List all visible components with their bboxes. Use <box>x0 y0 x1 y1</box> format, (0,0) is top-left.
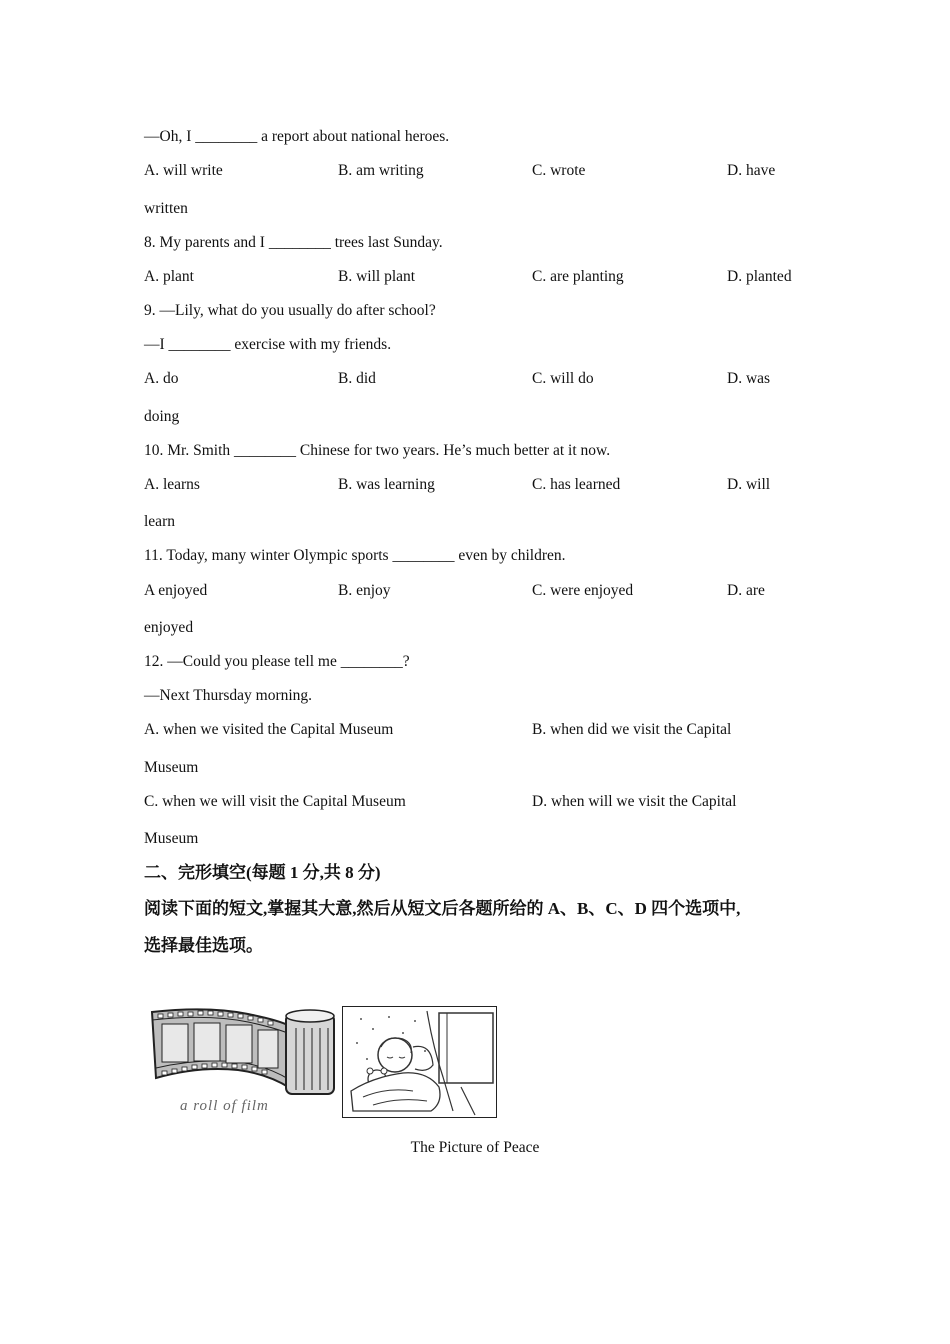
sleeping-child-icon <box>343 1007 496 1117</box>
q11-option-a: A enjoyed <box>144 582 208 599</box>
q8-stem: 8. My parents and I ________ trees last Sunday. <box>144 234 443 251</box>
q8-option-a: A. plant <box>144 268 194 285</box>
q10-stem: 10. Mr. Smith ________ Chinese for two years. He’s much better at it now. <box>144 442 611 459</box>
q9-option-c: C. will do <box>532 370 594 387</box>
q9-option-d-continued: doing <box>144 408 180 425</box>
q9-answer-line: —I ________ exercise with my friends. <box>144 336 392 353</box>
q7-option-a: A. will write <box>144 162 223 179</box>
q12-stem: 12. —Could you please tell me ________? <box>144 653 410 670</box>
q12-answer-line: —Next Thursday morning. <box>144 687 313 704</box>
q8-option-b: B. will plant <box>338 268 416 285</box>
q11-option-c: C. were enjoyed <box>532 582 634 599</box>
q8-option-c: C. are planting <box>532 268 624 285</box>
q7-option-d-continued: written <box>144 200 188 217</box>
q7-option-d: D. have <box>727 162 776 179</box>
q11-option-b: B. enjoy <box>338 582 391 599</box>
q12-option-d: D. when will we visit the Capital <box>532 793 737 810</box>
q12-option-d-continued: Museum <box>144 830 199 847</box>
q10-option-d-continued: learn <box>144 513 175 530</box>
q9-option-d: D. was <box>727 370 771 387</box>
q7-option-c: C. wrote <box>532 162 586 179</box>
q11-option-d: D. are <box>727 582 765 599</box>
q12-option-a: A. when we visited the Capital Museum <box>144 721 394 738</box>
q7-option-b: B. am writing <box>338 162 424 179</box>
q7-answer-line: —Oh, I ________ a report about national heroes. <box>144 128 450 145</box>
q10-option-c: C. has learned <box>532 476 621 493</box>
q11-option-d-continued: enjoyed <box>144 619 194 636</box>
q12-option-b: B. when did we visit the Capital <box>532 721 732 738</box>
q10-option-d: D. will <box>727 476 771 493</box>
section-instruction-line-1: 阅读下面的短文,掌握其大意,然后从短文后各题所给的 A、B、C、D 四个选项中, <box>144 899 741 918</box>
q9-option-a: A. do <box>144 370 179 387</box>
section-heading: 二、完形填空(每题 1 分,共 8 分) <box>144 863 381 882</box>
q10-option-a: A. learns <box>144 476 200 493</box>
film-roll-illustration <box>148 1004 340 1122</box>
q10-option-b: B. was learning <box>338 476 435 493</box>
q12-option-c: C. when we will visit the Capital Museum <box>144 793 406 810</box>
q9-stem: 9. —Lily, what do you usually do after school? <box>144 302 436 319</box>
q9-option-b: B. did <box>338 370 376 387</box>
section-instruction-line-2: 选择最佳选项。 <box>144 936 263 955</box>
film-roll-label: a roll of film <box>180 1098 269 1114</box>
sleeping-child-illustration <box>342 1006 497 1118</box>
q12-option-b-continued: Museum <box>144 759 199 776</box>
q11-stem: 11. Today, many winter Olympic sports ________ even by children. <box>144 547 566 564</box>
figure-caption: The Picture of Peace <box>410 1139 540 1156</box>
q8-option-d: D. planted <box>727 268 792 285</box>
